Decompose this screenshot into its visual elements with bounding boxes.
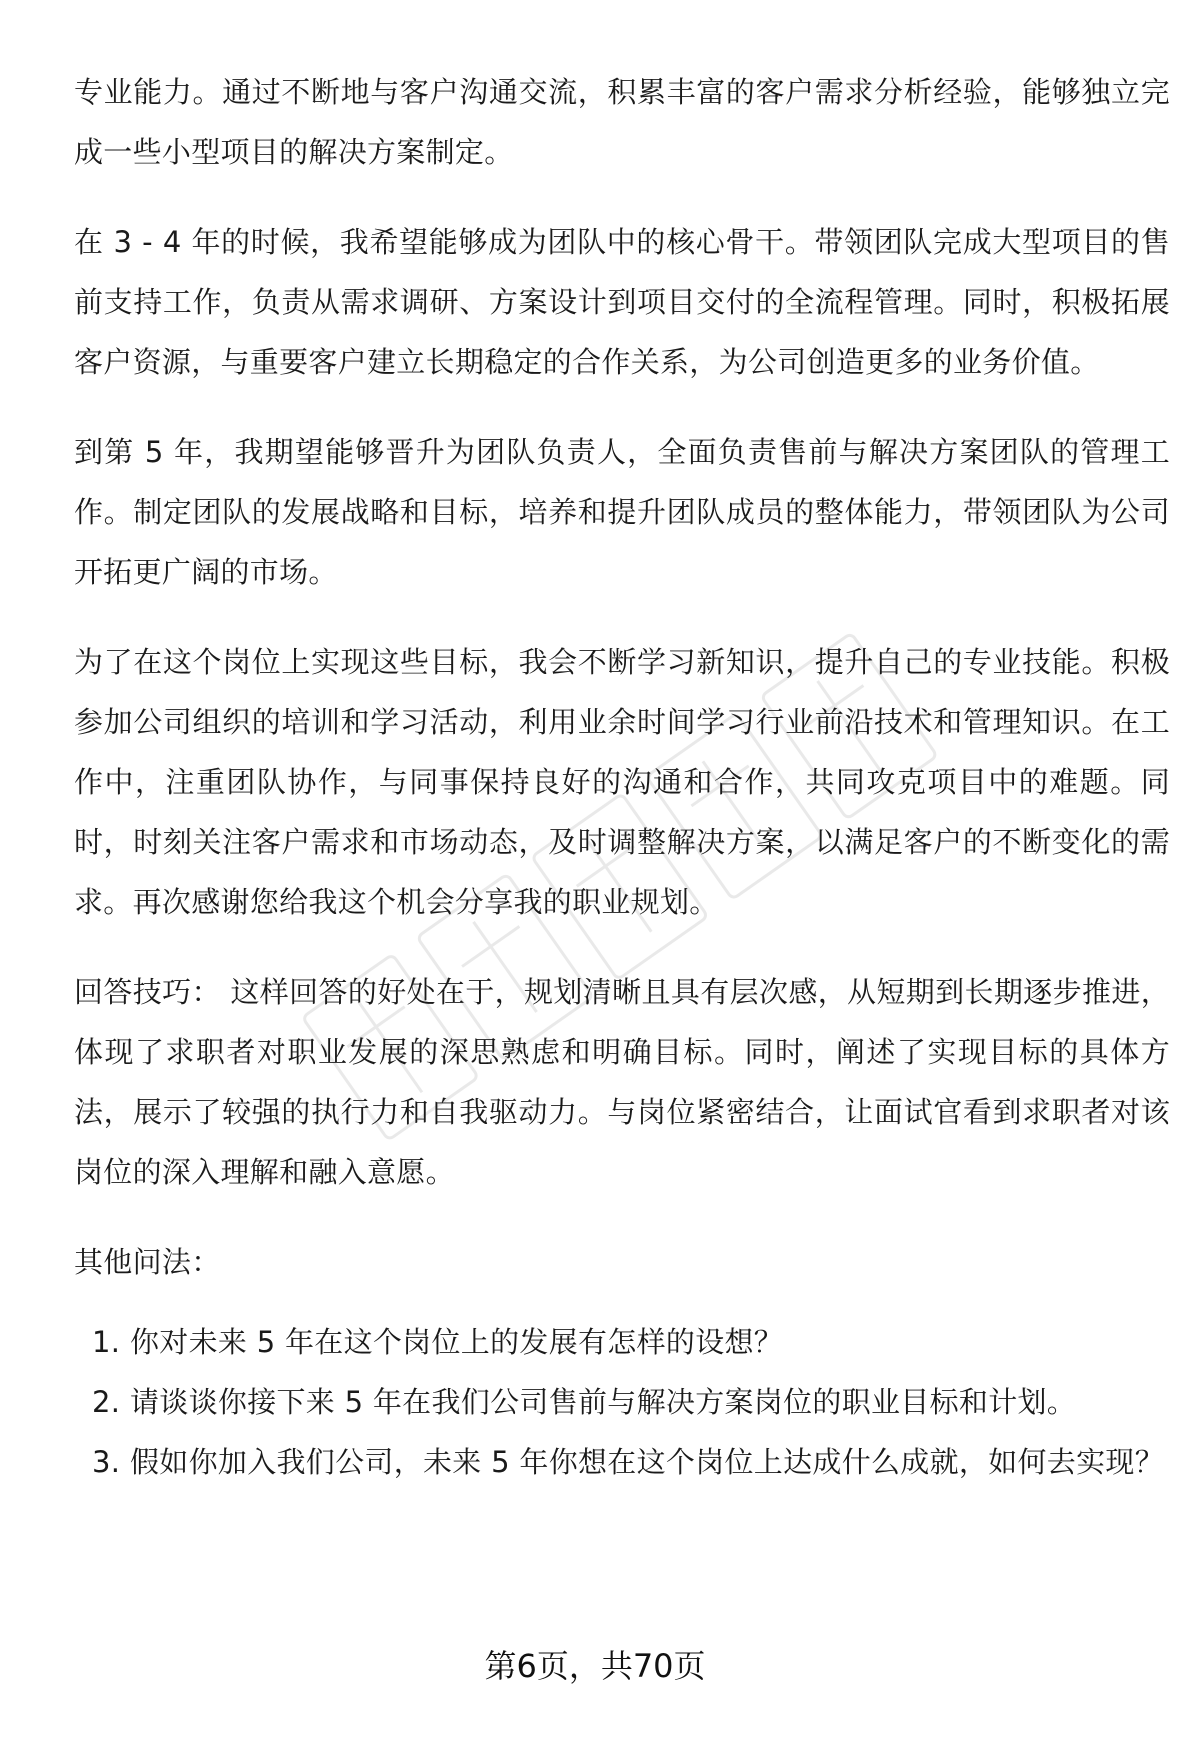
paragraph-year-3-4: 在 3 - 4 年的时候，我希望能够成为团队中的核心骨干。带领团队完成大型项目的售前支持工作，负责从需求调研、方案设计到项目交付的全流程管理。同时，积极拓展客户资源，与重要客户建立长期稳定的合作关系，为公司创造更多的业务价值。 xyxy=(74,225,1170,379)
list-item-text: 你对未来 5 年在这个岗位上的发展有怎样的设想？ xyxy=(130,1325,784,1359)
list-item-text: 假如你加入我们公司，未来 5 年你想在这个岗位上达成什么成就，如何去实现？ xyxy=(130,1445,1164,1479)
paragraph-year-5: 到第 5 年，我期望能够晋升为团队负责人，全面负责售前与解决方案团队的管理工作。制定团队的发展战略和目标，培养和提升团队成员的整体能力，带领团队为公司开拓更广阔的市场。 xyxy=(74,435,1170,589)
paragraph-achieve-goals: 为了在这个岗位上实现这些目标，我会不断学习新知识，提升自己的专业技能。积极参加公司组织的培训和学习活动，利用业余时间学习行业前沿技术和管理知识。在工作中，注重团队协作，与同事保持良好的沟通和合作，共同攻克项目中的难题。同时，时刻关注客户需求和市场动态，及时调整解决方案，以满足客户的不断变化的需求。再次感谢您给我这个机会分享我的职业规划。 xyxy=(74,645,1170,919)
page-number-footer: 第6页，共70页 xyxy=(484,1647,706,1685)
paragraph-other-questions-heading: 其他问法： xyxy=(74,1245,221,1279)
list-item-number: 3. xyxy=(92,1445,121,1479)
paragraph-answer-tips: 回答技巧： 这样回答的好处在于，规划清晰且具有层次感，从短期到长期逐步推进，体现了求职者对职业发展的深思熟虑和明确目标。同时，阐述了实现目标的具体方法，展示了较强的执行力和自我驱动力。与岗位紧密结合，让面试官看到求职者对该岗位的深入理解和融入意愿。 xyxy=(74,975,1170,1189)
list-item-number: 1. xyxy=(92,1325,121,1359)
list-item xyxy=(74,1372,1170,1432)
list-item-text: 请谈谈你接下来 5 年在我们公司售前与解决方案岗位的职业目标和计划。 xyxy=(130,1385,1077,1419)
other-questions-list xyxy=(74,1312,1170,1492)
document-body xyxy=(74,62,1170,1492)
paragraph-professional-ability: 专业能力。通过不断地与客户沟通交流，积累丰富的客户需求分析经验，能够独立完成一些小型项目的解决方案制定。 xyxy=(74,75,1170,169)
list-item-number: 2. xyxy=(92,1385,121,1419)
list-item xyxy=(74,1312,1170,1372)
list-item xyxy=(74,1432,1170,1492)
